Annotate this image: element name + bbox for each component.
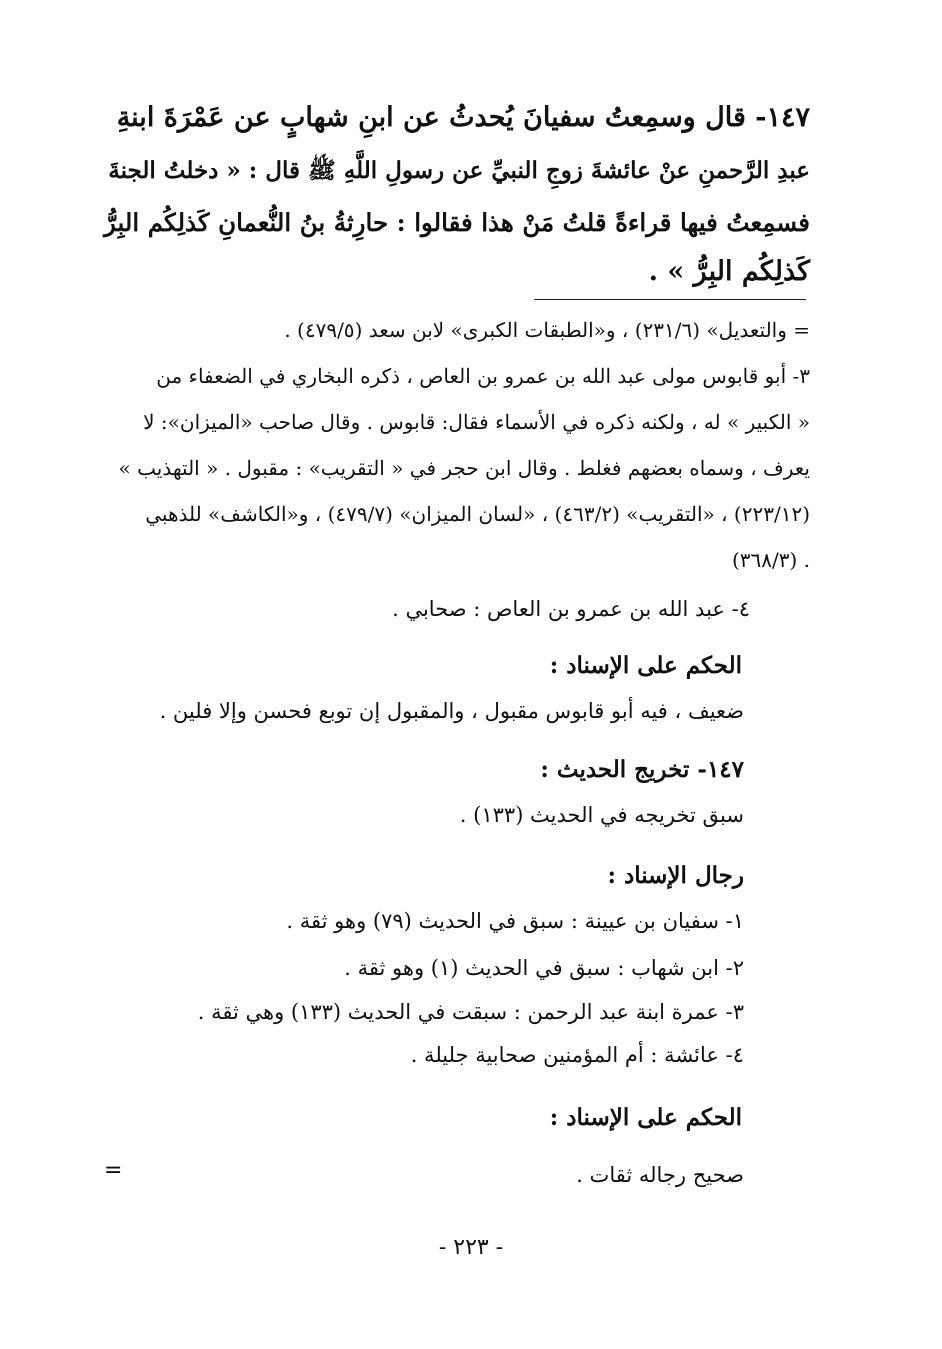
ruling-text: ضعيف ، فيه أبو قابوس مقبول ، والمقبول إن توبع فحسن وإلا فلين . <box>159 699 744 723</box>
rijal-heading: رجال الإسناد : <box>607 862 744 889</box>
hadith-line-2: عبدِ الرَّحمنِ عنْ عائشةَ زوجِ النبيِّ عن رسولِ اللَّهِ ﷺ قال : « دخلتُ الجنةَ <box>108 157 810 184</box>
rijal-item-4: ٤- عائشة : أم المؤمنين صحابية جليلة . <box>410 1043 744 1067</box>
footnote-3-line-4: (٢٢٣/١٢) ، «التقريب» (٤٦٣/٢) ، «لسان الميزان» (٤٧٩/٧) ، و«الكاشف» للذهبي <box>145 502 810 526</box>
footnote-continuation: = والتعديل» (٢٣١/٦) ، و«الطبقات الكبرى» لابن سعد (٤٧٩/٥) . <box>284 318 810 342</box>
rijal-item-1: ١- سفيان بن عيينة : سبق في الحديث (٧٩) وهو ثقة . <box>286 909 744 933</box>
rijal-item-2: ٢- ابن شهاب : سبق في الحديث (١) وهو ثقة . <box>344 956 744 980</box>
hadith-line-3: فسمِعتُ فيها قراءةً قلتُ مَنْ هذا فقالوا : حارِثةُ بنُ النُّعمانِ كَذلِكُم البِرُّ <box>104 208 810 237</box>
takhrij-text: سبق تخريجه في الحديث (١٣٣) . <box>459 803 744 827</box>
rijal-item-3: ٣- عمرة ابنة عبد الرحمن : سبقت في الحديث (١٣٣) وهي ثقة . <box>197 1000 744 1024</box>
footnote-3-line-1: ٣- أبو قابوس مولى عبد الله بن عمرو بن العاص ، ذكره البخاري في الضعفاء من <box>156 364 810 388</box>
hadith-line-4: كَذلِكُم البِرُّ » . <box>648 256 810 287</box>
hadith-line-1: ١٤٧- قال وسمِعتُ سفيانَ يُحدثُ عن ابنِ شهابٍ عن عَمْرَةَ ابنةِ <box>116 102 810 133</box>
footnote-separator <box>534 299 806 300</box>
ruling2-text: صحيح رجاله ثقات . <box>576 1163 744 1187</box>
takhrij-heading: ١٤٧- تخريج الحديث : <box>540 756 744 783</box>
page-number: - ٢٢٣ - <box>438 1235 504 1260</box>
footnote-3-line-2: « الكبير » له ، ولكنه ذكره في الأسماء فقال: قابوس . وقال صاحب «الميزان»: لا <box>143 410 810 434</box>
footnote-3-line-5: (٣٦٨/٣) . <box>731 548 810 572</box>
continuation-mark: = <box>104 1158 123 1183</box>
ruling2-heading: الحكم على الإسناد : <box>549 1104 742 1131</box>
ruling-heading: الحكم على الإسناد : <box>549 652 742 679</box>
footnote-3-line-3: يعرف ، وسماه بعضهم فغلط . وقال ابن حجر في « التقريب» : مقبول . « التهذيب » <box>118 456 810 480</box>
footnote-4: ٤- عبد الله بن عمرو بن العاص : صحابي . <box>392 597 750 621</box>
